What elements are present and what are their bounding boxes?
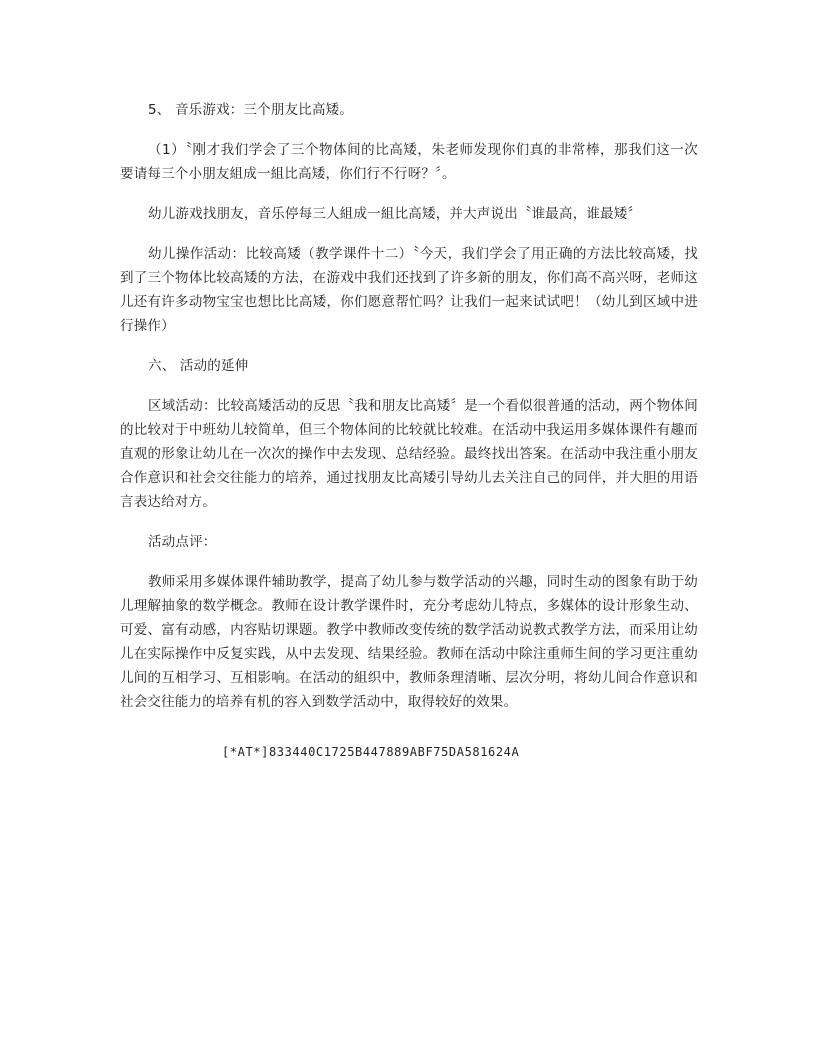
paragraph-music-game-heading: 5、 音乐游戏：三个朋友比高矮。	[148, 102, 354, 118]
paragraph-operation-activity: 幼儿操作活动：比较高矮（教学课件十二）〝今天，我们学会了用正确的方法比较高矮，找到了三个物体比较高矮的方法，在游戏中我们还找到了许多新的朋友，你们高不高兴呀，老师这儿还有许多动物宝宝也想比比高矮，你们愿意帮忙吗？让我们一起来试试吧！（幼儿到区域中进行操作）	[120, 246, 698, 334]
paragraph-activity-review: 教师采用多媒体课件辅助教学，提高了幼儿参与数学活动的兴趣，同时生动的图象有助于幼儿理解抽象的数学概念。教师在设计教学课件时，充分考虑幼儿特点，多媒体的设计形象生动、可爱、富有动感，内容贴切课题。教学中教师改变传统的数学活动说教式教学方法，而采用让幼儿在实际操作中反复实践，从中去发现、结果经验。教师在活动中除注重师生间的学习更注重幼儿间的互相学习、互相影响。在活动的組织中，教师条理清晰、层次分明，将幼儿间合作意识和社会交往能力的培养有机的容入到数学活动中，取得较好的效果。	[120, 574, 698, 710]
document-code-line: [*AT*]833440C1725B447889ABF75DA581624A	[222, 745, 520, 759]
paragraph-find-friends-game: 幼儿游戏找朋友，音乐停每三人組成一組比高矮，并大声说出〝谁最高，谁最矮〞	[148, 206, 642, 222]
paragraph-teacher-quote: （1）〝刚才我们学会了三个物体间的比高矮，朱老师发现你们真的非常棒，那我们这一次要请每三个小朋友組成一組比高矮，你们行不行呀？〞。	[120, 142, 698, 182]
paragraph-area-activity-reflection: 区域活动：比较高矮活动的反思〝我和朋友比高矮〞是一个看似很普通的活动，两个物体间的比较对于中班幼儿较简单，但三个物体间的比较就比较难。在活动中我运用多媒体课件有趣而直观的形象让幼儿在一次次的操作中去发现、总结经验。最终找出答案。在活动中我注重小朋友合作意识和社会交往能力的培养，通过找朋友比高矮引导幼儿去关注自己的同伴，并大胆的用语言表达给对方。	[120, 398, 698, 510]
section-heading-extension: 六、 活动的延伸	[148, 358, 249, 374]
section-heading-activity-review: 活动点评：	[148, 534, 217, 550]
